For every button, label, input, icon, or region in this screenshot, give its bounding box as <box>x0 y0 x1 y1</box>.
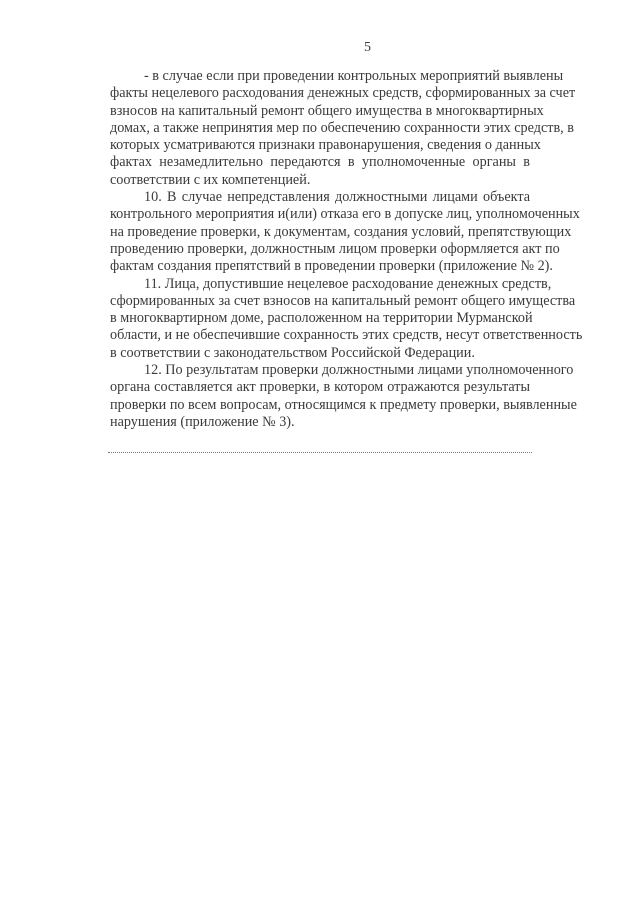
paragraph-p-12 <box>110 362 577 431</box>
text-line: области, и не обеспечившие сохранность этих средств, несут ответственность <box>110 327 583 344</box>
text-line: которых усматриваются признаки правонарушения, сведения о данных <box>110 137 541 154</box>
text-line: домах, а также непринятия мер по обеспечению сохранности этих средств, в <box>110 119 574 136</box>
text-line: сформированных за счет взносов на капитальный ремонт общего имущества <box>110 292 576 309</box>
text-line: фактам создания препятствий в проведении проверки (приложение № 2). <box>110 258 553 275</box>
text-line: фактах незамедлительно передаются в уполномоченные органы в <box>110 154 530 171</box>
text-line: контрольного мероприятия и(или) отказа его в допуске лиц, уполномоченных <box>110 206 580 223</box>
page-number: 5 <box>364 40 371 55</box>
text-line: на проведение проверки, к документам, создания условий, препятствующих <box>110 223 572 240</box>
text-line: взносов на капитальный ремонт общего имущества в многоквартирных <box>110 102 544 119</box>
text-line: 12. По результатам проверки должностными лицами уполномоченного <box>144 362 574 379</box>
text-line: - в случае если при проведении контрольных мероприятий выявлены <box>144 68 564 84</box>
text-line: проверки по всем вопросам, относящимся к предмету проверки, выявленные <box>110 396 577 413</box>
text-line: 11. Лица, допустившие нецелевое расходование денежных средств, <box>144 275 552 292</box>
text-line: в соответствии с законодательством Российской Федерации. <box>110 344 475 361</box>
text-line: факты нецелевого расходования денежных средств, сформированных за счет <box>110 85 576 102</box>
document-body <box>110 68 583 431</box>
text-line: нарушения (приложение № 3). <box>110 413 295 430</box>
paragraph-p-10 <box>110 189 580 275</box>
end-divider <box>108 452 532 453</box>
text-line: 10. В случае непредставления должностными лицами объекта <box>144 189 530 206</box>
text-line: соответствии с их компетенцией. <box>110 171 311 188</box>
text-line: в многоквартирном доме, расположенном на территории Мурманской <box>110 310 533 327</box>
paragraph-p-11 <box>110 275 583 362</box>
paragraph-p-bullet <box>110 68 576 189</box>
text-line: органа составляется акт проверки, в котором отражаются результаты <box>110 379 530 396</box>
text-line: проведению проверки, должностным лицом проверки оформляется акт по <box>110 240 560 257</box>
